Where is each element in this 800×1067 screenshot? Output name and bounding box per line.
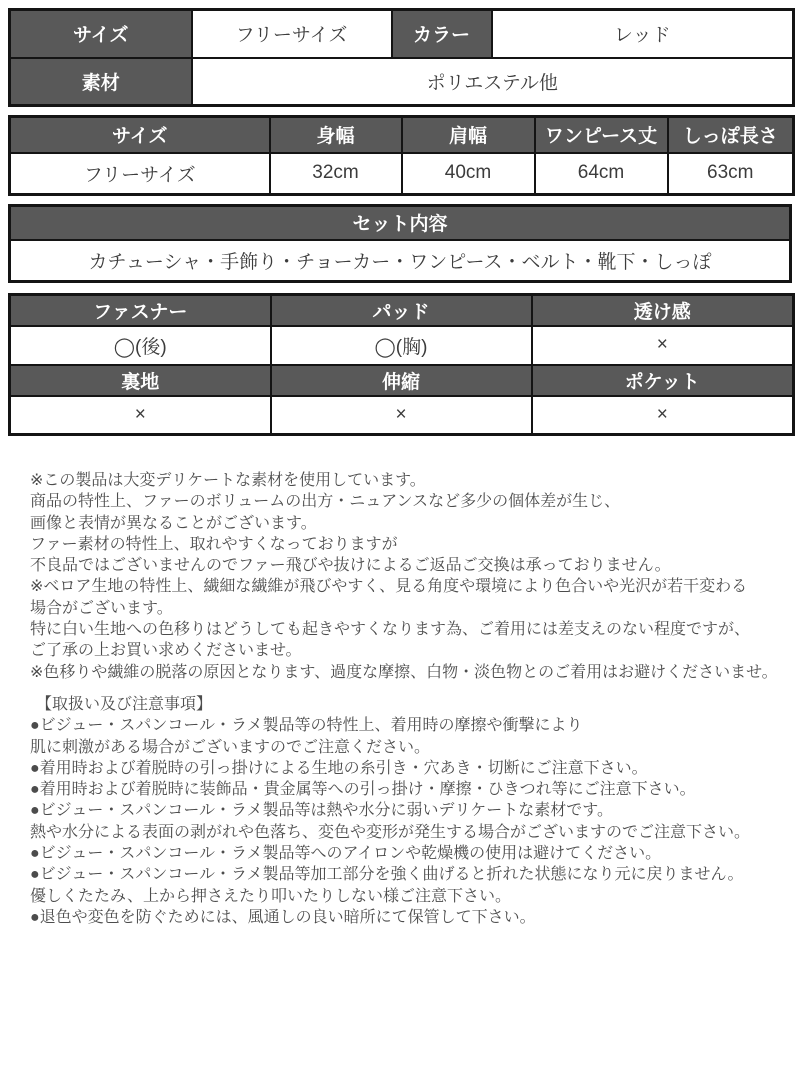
- feature-header-pad: パッド: [271, 295, 532, 326]
- measure-value-tail-length: 63cm: [668, 153, 794, 195]
- feature-value-fastener: ◯(後): [10, 326, 271, 365]
- note-line: 不良品ではございませんのでファー飛びや抜けによるご返品ご交換は承っておりません。: [30, 557, 671, 575]
- note-line: ※色移りや繊維の脱落の原因となります、過度な摩擦、白物・淡色物とのご着用はお避けくださいませ。: [30, 663, 778, 681]
- set-contents-header: セット内容: [10, 206, 791, 240]
- color-value-cell: レッド: [492, 10, 794, 58]
- feature-header-lining: 裏地: [10, 365, 271, 396]
- care-line: ●ビジュー・スパンコール・ラメ製品等へのアイロンや乾燥機の使用は避けてください。: [30, 845, 662, 863]
- care-line: ●ビジュー・スパンコール・ラメ製品等の特性上、着用時の摩擦や衝撃により: [30, 717, 583, 735]
- set-contents-value: カチューシャ・手飾り・チョーカー・ワンピース・ベルト・靴下・しっぽ: [10, 240, 791, 282]
- material-notes: [8, 470, 792, 683]
- care-line: 肌に刺激がある場合がございますのでご注意ください。: [30, 738, 431, 756]
- color-label-cell: カラー: [392, 10, 492, 58]
- measure-header-size: サイズ: [10, 117, 270, 153]
- note-line: ※ベロア生地の特性上、繊細な繊維が飛びやすく、見る角度や環境により色合いや光沢が若干変わる: [30, 578, 748, 596]
- handling-cautions: [8, 694, 792, 928]
- feature-value-stretch: ×: [271, 396, 532, 435]
- feature-header-pocket: ポケット: [532, 365, 794, 396]
- size-value-cell: フリーサイズ: [192, 10, 392, 58]
- measure-header-shoulder-width: 肩幅: [402, 117, 535, 153]
- feature-value-sheerness: ×: [532, 326, 794, 365]
- feature-value-lining: ×: [10, 396, 271, 435]
- care-line: ●着用時および着脱時の引っ掛けによる生地の糸引き・穴あき・切断にご注意下さい。: [30, 759, 648, 777]
- handling-cautions-title: 【取扱い及び注意事項】: [36, 695, 213, 713]
- note-line: 特に白い生地への色移りはどうしても起きやすくなります為、ご着用には差支えのない程度ですが、: [30, 621, 751, 639]
- measure-header-body-width: 身幅: [270, 117, 402, 153]
- note-line: ※この製品は大変デリケートな素材を使用しています。: [30, 472, 426, 489]
- feature-header-sheerness: 透け感: [532, 295, 794, 326]
- care-line: ●ビジュー・スパンコール・ラメ製品等加工部分を強く曲げると折れた状態になり元に戻りません。: [30, 866, 744, 884]
- care-line: ●退色や変色を防ぐためには、風通しの良い暗所にて保管して下さい。: [30, 908, 536, 926]
- care-line: 熱や水分による表面の剥がれや色落ち、変色や変形が発生する場合がございますのでご注意下さい。: [30, 823, 751, 841]
- measure-value-dress-length: 64cm: [535, 153, 668, 195]
- measure-header-dress-length: ワンピース丈: [535, 117, 668, 153]
- size-color-material-table: [8, 8, 795, 107]
- measure-value-shoulder-width: 40cm: [402, 153, 535, 195]
- measure-value-size: フリーサイズ: [10, 153, 270, 195]
- feature-value-pocket: ×: [532, 396, 794, 435]
- size-label-cell: サイズ: [10, 10, 192, 58]
- material-value-cell: ポリエステル他: [192, 58, 794, 106]
- feature-header-stretch: 伸縮: [271, 365, 532, 396]
- material-label-cell: 素材: [10, 58, 192, 106]
- feature-header-fastener: ファスナー: [10, 295, 271, 326]
- measure-header-tail-length: しっぽ長さ: [668, 117, 794, 153]
- measurements-table: [8, 115, 795, 196]
- care-line: ●着用時および着脱時に装飾品・貴金属等への引っ掛け・摩擦・ひきつれ等にご注意下さい。: [30, 781, 696, 799]
- note-line: ご了承の上お買い求めくださいませ。: [30, 642, 302, 660]
- feature-value-pad: ◯(胸): [271, 326, 532, 365]
- note-line: 場合がございます。: [30, 599, 173, 617]
- note-line: 商品の特性上、ファーのボリュームの出方・ニュアンスなど多少の個体差が生じ、: [30, 493, 621, 511]
- note-line: ファー素材の特性上、取れやすくなっておりますが: [30, 535, 398, 553]
- features-table: [8, 293, 795, 436]
- note-line: 画像と表情が異なることがございます。: [30, 514, 317, 532]
- care-line: 優しくたたみ、上から押さえたり叩いたりしない様ご注意下さい。: [30, 887, 511, 905]
- measure-value-body-width: 32cm: [270, 153, 402, 195]
- set-contents-table: [8, 204, 792, 283]
- care-line: ●ビジュー・スパンコール・ラメ製品等は熱や水分に弱いデリケートな素材です。: [30, 802, 613, 820]
